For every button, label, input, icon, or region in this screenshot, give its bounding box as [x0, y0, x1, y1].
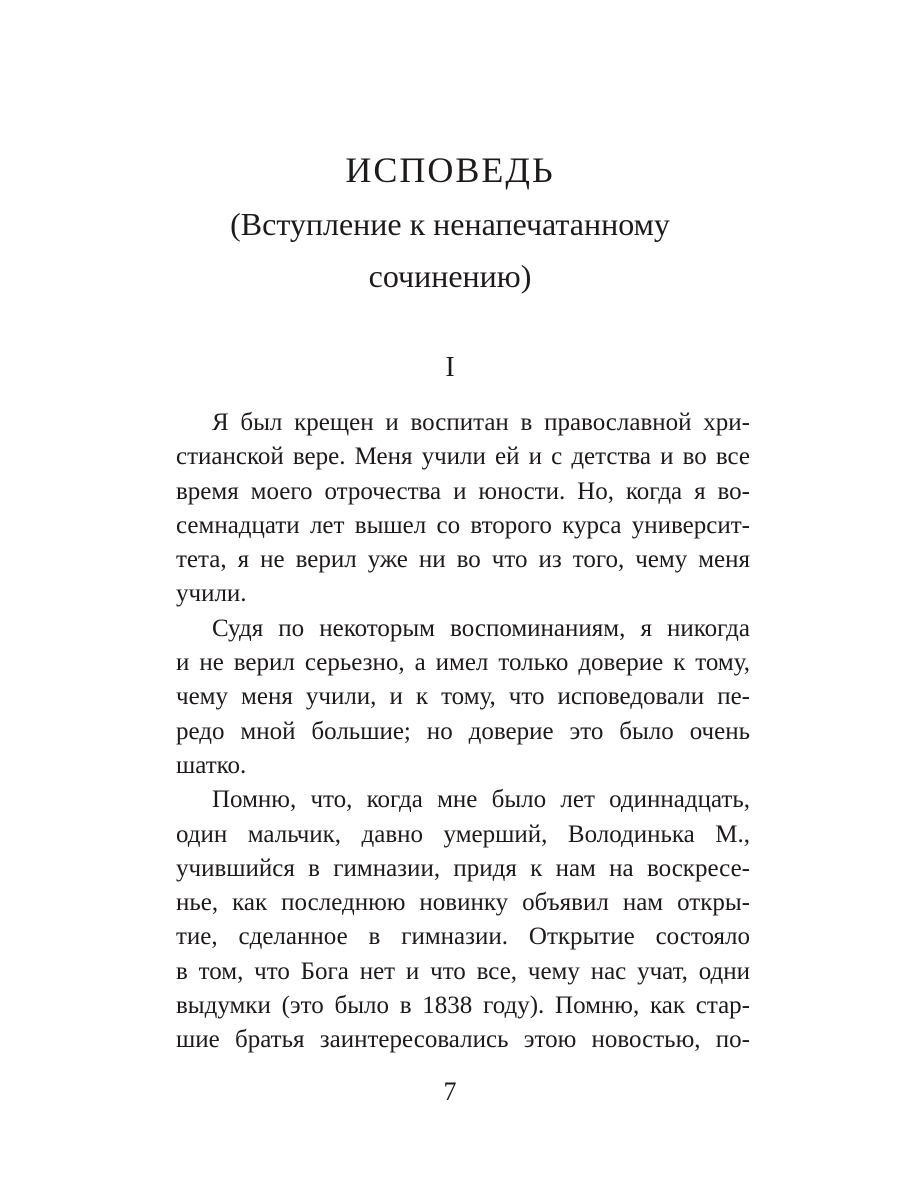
- text-line: учившийся в гимназии, придя к нам на воскресе-: [176, 854, 750, 882]
- text-line: чему меня учили, и к тому, что исповедовали пе-: [176, 683, 750, 711]
- text-line: тие, сделанное в гимназии. Открытие состояло: [176, 923, 750, 951]
- text-line: в том, что Бога нет и что все, чему нас учат, одни: [176, 957, 750, 985]
- text-line: Я был крещен и воспитан в православной хри-: [212, 409, 750, 436]
- text-line: и не верил серьезно, а имел только доверие к тому,: [176, 649, 750, 677]
- paragraph: [176, 406, 750, 612]
- section-number: I: [445, 352, 455, 383]
- chapter-subtitle: [160, 198, 740, 302]
- text-line: редо мной большие; но доверие это было очень: [176, 717, 750, 745]
- text-line: стианской вере. Меня учили ей и с детства и во все: [176, 443, 750, 471]
- chapter-title: ИСПОВЕДЬ: [345, 150, 555, 190]
- subtitle-line: (Вступление к ненапечатанному: [230, 206, 670, 242]
- text-line: шатко.: [176, 751, 247, 779]
- text-line: Судя по некоторым воспоминаниям, я никогда: [212, 614, 750, 642]
- paragraph: [176, 783, 750, 1057]
- body-text: [176, 406, 750, 1058]
- text-line: время моего отрочества и юности. Но, когда я во-: [176, 477, 750, 505]
- text-line: выдумки (это было в 1838 году). Помню, как стар-: [176, 992, 750, 1020]
- text-line: Помню, что, когда мне было лет одиннадцать,: [212, 786, 750, 814]
- text-line: тета, я не верил уже ни во что из того, чему меня: [176, 546, 750, 574]
- page-number: 7: [443, 1077, 457, 1106]
- text-line: семнадцати лет вышел со второго курса университ-: [176, 511, 750, 539]
- text-line: учили.: [176, 580, 247, 608]
- text-line: нье, как последнюю новинку объявил нам откры-: [176, 889, 750, 917]
- text-line: шие братья заинтересовались этою новостью, по-: [176, 1026, 750, 1054]
- subtitle-line: сочинению): [368, 258, 532, 294]
- text-line: один мальчик, давно умерший, Володинька М.,: [176, 820, 750, 848]
- paragraph: [176, 612, 750, 783]
